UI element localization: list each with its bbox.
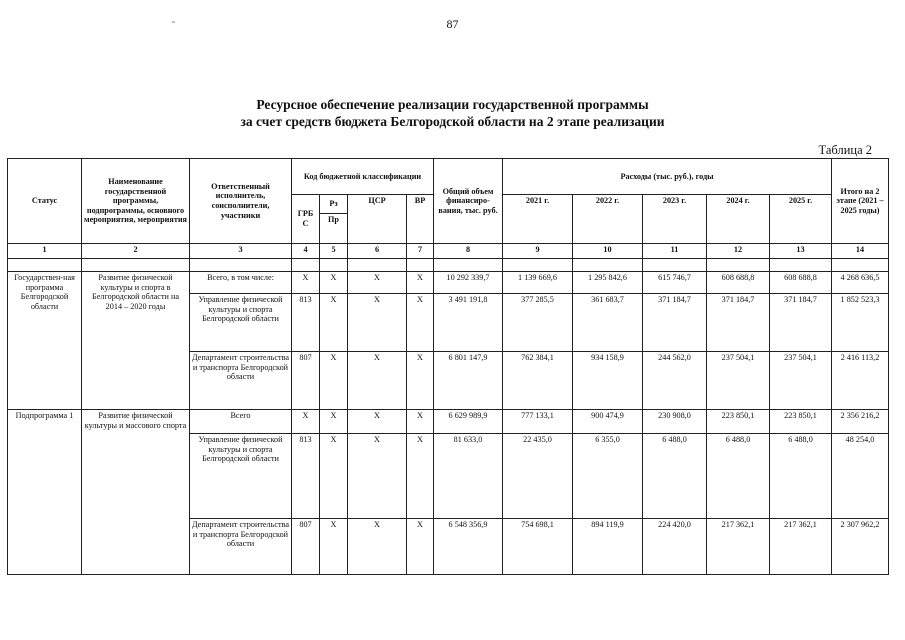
y2021-cell: 777 133,1 — [503, 410, 573, 434]
csr-cell: X — [348, 352, 407, 410]
col-number: 5 — [320, 244, 348, 259]
grbs-cell: 807 — [292, 352, 320, 410]
col-number: 9 — [503, 244, 573, 259]
grbs-cell: 807 — [292, 519, 320, 575]
grbs-cell: X — [292, 272, 320, 294]
rz-cell: X — [320, 352, 348, 410]
csr-cell: X — [348, 410, 407, 434]
vr-cell: X — [407, 434, 434, 519]
y2023-cell: 371 184,7 — [643, 294, 707, 352]
column-number-row — [8, 244, 889, 259]
header-pr: Пр — [320, 214, 348, 244]
header-2023: 2023 г. — [643, 195, 707, 244]
header-budget-code: Код бюджетной классификации — [292, 159, 434, 195]
y2025-cell: 6 488,0 — [770, 434, 832, 519]
table-row — [8, 272, 889, 294]
col-number: 7 — [407, 244, 434, 259]
col-number: 4 — [292, 244, 320, 259]
y2025-cell: 371 184,7 — [770, 294, 832, 352]
responsible-cell: Департамент строительства и транспорта Белгородской области — [190, 352, 292, 410]
total-cell: 6 801 147,9 — [434, 352, 503, 410]
header-2022: 2022 г. — [573, 195, 643, 244]
vr-cell: X — [407, 352, 434, 410]
y2022-cell: 6 355,0 — [573, 434, 643, 519]
vr-cell: X — [407, 410, 434, 434]
responsible-cell: Всего — [190, 410, 292, 434]
y2022-cell: 934 158,9 — [573, 352, 643, 410]
col-number: 3 — [190, 244, 292, 259]
y2022-cell: 894 119,9 — [573, 519, 643, 575]
grbs-cell: X — [292, 410, 320, 434]
rz-cell: X — [320, 272, 348, 294]
responsible-cell: Департамент строительства и транспорта Белгородской области — [190, 519, 292, 575]
header-rz: Рз — [320, 195, 348, 214]
status-cell: Государствен-ная программа Белгородской области — [8, 272, 82, 410]
itogo-cell: 1 852 523,3 — [832, 294, 889, 352]
itogo-cell: 4 268 636,5 — [832, 272, 889, 294]
vr-cell: X — [407, 272, 434, 294]
table-label: Таблица 2 — [818, 143, 872, 157]
header-vr: ВР — [407, 195, 434, 244]
total-cell: 81 633,0 — [434, 434, 503, 519]
y2025-cell: 237 504,1 — [770, 352, 832, 410]
header-2021: 2021 г. — [503, 195, 573, 244]
csr-cell: X — [348, 272, 407, 294]
csr-cell: X — [348, 294, 407, 352]
spacer-row — [8, 259, 889, 272]
y2023-cell: 230 908,0 — [643, 410, 707, 434]
col-number: 6 — [348, 244, 407, 259]
col-number: 11 — [643, 244, 707, 259]
col-number: 8 — [434, 244, 503, 259]
y2025-cell: 608 688,8 — [770, 272, 832, 294]
itogo-cell: 2 416 113,2 — [832, 352, 889, 410]
vr-cell: X — [407, 519, 434, 575]
col-number: 12 — [707, 244, 770, 259]
y2023-cell: 6 488,0 — [643, 434, 707, 519]
title-line-1: Ресурсное обеспечение реализации государственной программы — [256, 97, 649, 112]
total-cell: 10 292 339,7 — [434, 272, 503, 294]
rz-cell: X — [320, 410, 348, 434]
title-line-2: за счет средств бюджета Белгородской области на 2 этапе реализации — [240, 114, 665, 129]
y2024-cell: 237 504,1 — [707, 352, 770, 410]
header-itogo: Итого на 2 этапе (2021 – 2025 годы) — [832, 159, 889, 244]
budget-table — [7, 158, 889, 575]
total-cell: 6 548 356,9 — [434, 519, 503, 575]
status-cell: Подпрограмма 1 — [8, 410, 82, 575]
vr-cell: X — [407, 294, 434, 352]
responsible-cell: Управление физической культуры и спорта Белгородской области — [190, 434, 292, 519]
rz-cell: X — [320, 294, 348, 352]
header-csr: ЦСР — [348, 195, 407, 244]
col-number: 13 — [770, 244, 832, 259]
itogo-cell: 2 307 962,2 — [832, 519, 889, 575]
col-number: 2 — [82, 244, 190, 259]
itogo-cell: 48 254,0 — [832, 434, 889, 519]
grbs-cell: 813 — [292, 294, 320, 352]
page-number: 87 — [446, 17, 459, 31]
col-number: 1 — [8, 244, 82, 259]
header-2025: 2025 г. — [770, 195, 832, 244]
y2024-cell: 6 488,0 — [707, 434, 770, 519]
y2023-cell: 615 746,7 — [643, 272, 707, 294]
y2023-cell: 244 562,0 — [643, 352, 707, 410]
grbs-cell: 813 — [292, 434, 320, 519]
y2021-cell: 1 139 669,6 — [503, 272, 573, 294]
name-cell: Развитие физической культуры и массового спорта — [82, 410, 190, 575]
y2024-cell: 217 362,1 — [707, 519, 770, 575]
col-number: 14 — [832, 244, 889, 259]
header-total: Общий объем финансиро-вания, тыс. руб. — [434, 159, 503, 244]
y2022-cell: 1 295 842,6 — [573, 272, 643, 294]
header-expenses: Расходы (тыс. руб.), годы — [503, 159, 832, 195]
y2021-cell: 762 384,1 — [503, 352, 573, 410]
responsible-cell: Всего, в том числе: — [190, 272, 292, 294]
itogo-cell: 2 356 216,2 — [832, 410, 889, 434]
y2022-cell: 361 683,7 — [573, 294, 643, 352]
header-status: Статус — [8, 159, 82, 244]
y2021-cell: 22 435,0 — [503, 434, 573, 519]
header-grbs: ГРБ С — [292, 195, 320, 244]
y2024-cell: 223 850,1 — [707, 410, 770, 434]
col-number: 10 — [573, 244, 643, 259]
name-cell: Развитие физической культуры и спорта в Белгородской области на 2014 – 2020 годы — [82, 272, 190, 410]
y2025-cell: 217 362,1 — [770, 519, 832, 575]
total-cell: 6 629 989,9 — [434, 410, 503, 434]
csr-cell: X — [348, 434, 407, 519]
y2024-cell: 608 688,8 — [707, 272, 770, 294]
scan-speck — [172, 21, 175, 23]
y2021-cell: 754 698,1 — [503, 519, 573, 575]
rz-cell: X — [320, 519, 348, 575]
header-2024: 2024 г. — [707, 195, 770, 244]
y2023-cell: 224 420,0 — [643, 519, 707, 575]
y2025-cell: 223 850,1 — [770, 410, 832, 434]
table-row — [8, 410, 889, 434]
y2021-cell: 377 285,5 — [503, 294, 573, 352]
csr-cell: X — [348, 519, 407, 575]
rz-cell: X — [320, 434, 348, 519]
header-name: Наименование государственной программы, подпрограммы, основного мероприятия, мероприятия — [82, 159, 190, 244]
y2024-cell: 371 184,7 — [707, 294, 770, 352]
document-title — [0, 96, 905, 130]
y2022-cell: 900 474,9 — [573, 410, 643, 434]
total-cell: 3 491 191,8 — [434, 294, 503, 352]
responsible-cell: Управление физической культуры и спорта Белгородской области — [190, 294, 292, 352]
header-responsible: Ответственный исполнитель, соисполнители, участники — [190, 159, 292, 244]
